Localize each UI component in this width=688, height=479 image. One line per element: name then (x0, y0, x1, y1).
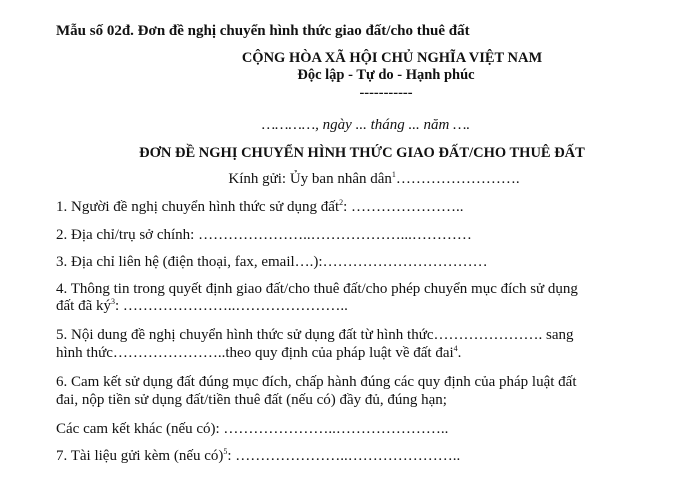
item-3: 3. Địa chỉ liên hệ (điện thoại, fax, email….):…………………………… (56, 254, 488, 270)
item-5-end: . (457, 345, 462, 361)
item-1-text: 1. Người đề nghị chuyển hình thức sử dụng đất (56, 199, 340, 215)
nation-header: CỘNG HÒA XÃ HỘI CHỦ NGHĨA VIỆT NAM (241, 50, 543, 66)
item-7-text: 7. Tài liệu gửi kèm (nếu có) (56, 448, 224, 464)
recipient-dots: ……………………. (395, 171, 520, 187)
item-7-dots: : …………………..………………….. (227, 448, 461, 464)
item-7 (56, 448, 460, 465)
footnote-3: 3 (110, 297, 115, 306)
recipient-line (30, 171, 688, 188)
item-4-text: đất đã ký (56, 298, 111, 314)
item-6-line-2: đai, nộp tiền sử dụng đất/tiền thuê đất (nếu có) đầy đủ, đúng hạn; (56, 392, 447, 408)
date-line: …………, ngày ... tháng ... năm …. (261, 117, 471, 133)
footnote-1: 1 (391, 170, 396, 179)
footnote-4: 4 (453, 344, 458, 353)
item-4-dots: : …………………..………………….. (114, 298, 348, 314)
item-5-line-2 (56, 345, 461, 362)
footnote-5: 5 (223, 447, 228, 456)
header-separator: ----------- (359, 85, 413, 101)
motto: Độc lập - Tự do - Hạnh phúc (297, 67, 475, 83)
item-4-line-2 (56, 298, 348, 315)
item-5-text: hình thức…………………..theo quy định của pháp luật về đất đai (56, 345, 454, 361)
item-4-line-1: 4. Thông tin trong quyết định giao đất/cho thuê đất/cho phép chuyển mục đích sử dụng (56, 281, 578, 297)
other-commitments: Các cam kết khác (nếu có): …………………..………………….. (56, 421, 449, 437)
item-2: 2. Địa chỉ/trụ sở chính: …………………..………………...………… (56, 227, 472, 243)
footnote-2: 2 (339, 198, 344, 207)
item-1 (56, 199, 464, 216)
recipient-prefix: Kính gửi: Ủy ban nhân dân (228, 171, 392, 187)
form-title: ĐƠN ĐỀ NGHỊ CHUYỂN HÌNH THỨC GIAO ĐẤT/CHO THUÊ ĐẤT (139, 145, 585, 161)
form-code: Mẫu số 02đ. Đơn đề nghị chuyển hình thức giao đất/cho thuê đất (56, 23, 470, 39)
item-1-dots: : ………………….. (343, 199, 464, 215)
item-6-line-1: 6. Cam kết sử dụng đất đúng mục đích, chấp hành đúng các quy định của pháp luật đất (56, 374, 577, 390)
item-5-line-1: 5. Nội dung đề nghị chuyển hình thức sử dụng đất từ hình thức…………………. sang (56, 327, 574, 343)
